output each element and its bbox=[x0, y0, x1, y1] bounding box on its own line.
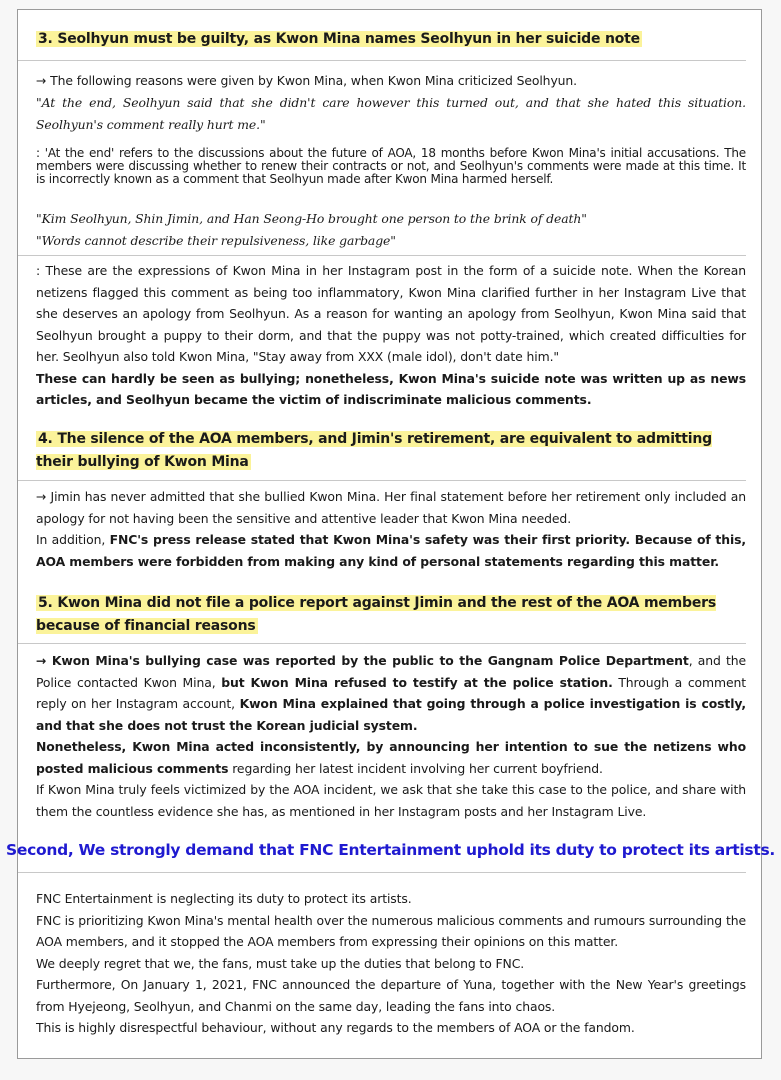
paragraph-text: , and the Police contacted Kwon Mina, bbox=[36, 653, 746, 690]
paragraph-bold: → Kwon Mina's bullying case was reported by the public to the Gangnam Police Department bbox=[36, 653, 689, 668]
paragraph-line: FNC Entertainment is neglecting its duty to protect its artists. bbox=[36, 891, 412, 906]
section-3-intro: → The following reasons were given by Kwon Mina, when Kwon Mina criticized Seolhyun. bbox=[36, 73, 578, 88]
divider bbox=[18, 255, 746, 256]
paragraph-line: FNC is prioritizing Kwon Mina's mental health over the numerous malicious comments and rumours surrounding the AOA members, and it stopped the AOA members from expressing their opinions on this matter. bbox=[36, 912, 746, 949]
divider bbox=[18, 872, 746, 873]
second-heading: Second, We strongly demand that FNC Entertainment uphold its duty to protect its artists. bbox=[6, 841, 775, 859]
section-4-heading: 4. The silence of the AOA members, and Jimin's retirement, are equivalent to admitting their bullying of Kwon Mina bbox=[36, 431, 712, 470]
paragraph-text: Through a comment reply on her Instagram account, bbox=[36, 674, 746, 711]
paragraph-text: regarding her latest incident involving her current boyfriend. bbox=[228, 760, 603, 776]
paragraph-bold: Nonetheless, Kwon Mina acted inconsistently, by announcing her intention to sue the netizens who posted malicious comments bbox=[36, 739, 746, 776]
paragraph-text: If Kwon Mina truly feels victimized by the AOA incident, we ask that she take this case to the police, and share with them the countless evidence she has, as mentioned in her Instagram posts and her Instagram Live. bbox=[36, 782, 746, 819]
paragraph-line: We deeply regret that we, the fans, must take up the duties that belong to FNC. bbox=[36, 955, 525, 971]
section-4-paragraph bbox=[36, 486, 746, 572]
quote-brink: "Kim Seolhyun, Shin Jimin, and Han Seong-Ho brought one person to the brink of death" bbox=[36, 211, 587, 226]
section-3-note: : 'At the end' refers to the discussions about the future of AOA, 18 months before Kwon Mina's initial accusations. The members were discussing whether to renew their contracts or not, and Seolhyun's comments were made at this time. It is incorrectly known as a comment that Seolhyun made after Kwon Mina harmed herself. bbox=[36, 146, 746, 186]
quote-seolhyun: "At the end, Seolhyun said that she didn't care however this turned out, and that she hated this situation. Seolhyun's comment really hurt me." bbox=[36, 95, 746, 132]
section-3-heading: 3. Seolhyun must be guilty, as Kwon Mina names Seolhyun in her suicide note bbox=[38, 31, 640, 47]
divider bbox=[18, 480, 746, 481]
paragraph-text: → Jimin has never admitted that she bullied Kwon Mina. Her final statement before her retirement only included an apology for not having been the sensitive and attentive leader that Kwon Mina needed. bbox=[36, 489, 746, 526]
paragraph-bold: Kwon Mina explained that going through a police investigation is costly, and that she does not trust the Korean judicial system. bbox=[36, 696, 747, 733]
paragraph-bold: These can hardly be seen as bullying; nonetheless, Kwon Mina's suicide note was written up as news articles, and Seolhyun became the victim of indiscriminate malicious comments. bbox=[36, 370, 746, 407]
section-5-heading: 5. Kwon Mina did not file a police report against Jimin and the rest of the AOA members because of financial reasons bbox=[36, 595, 717, 634]
second-paragraph bbox=[36, 888, 746, 1039]
paragraph-line: Furthermore, On January 1, 2021, FNC announced the departure of Yuna, together with the New Year's greetings from Hyejeong, Seolhyun, and Chanmi on the same day, leading the fans into chaos. bbox=[36, 977, 746, 1014]
quote-garbage: "Words cannot describe their repulsiveness, like garbage" bbox=[36, 233, 396, 248]
divider bbox=[18, 643, 746, 644]
paragraph-bold: but Kwon Mina refused to testify at the police station. bbox=[221, 674, 613, 690]
section-5-paragraph bbox=[36, 650, 746, 822]
divider bbox=[18, 60, 746, 61]
paragraph-bold: FNC's press release stated that Kwon Mina's safety was their first priority. Because of this, AOA members were forbidden from making any kind of personal statements regarding this matter. bbox=[36, 532, 746, 569]
paragraph-text: In addition, bbox=[36, 532, 110, 547]
paragraph-line: This is highly disrespectful behaviour, without any regards to the members of AOA or the fandom. bbox=[36, 1020, 635, 1035]
paragraph-text: : These are the expressions of Kwon Mina in her Instagram post in the form of a suicide note. When the Korean netizens flagged this comment as being too inflammatory, Kwon Mina clarified further in her Instagram Live that she deserves an apology from Seolhyun. As a reason for wanting an apology from Seolhyun, Kwon Mina said that Seolhyun brought a puppy to their dorm, and that the puppy was not potty-trained, which created difficulties for her. Seolhyun also told Kwon Mina, "Stay away from XXX (male idol), don't date him." bbox=[36, 263, 746, 364]
section-3-paragraph bbox=[36, 260, 746, 411]
